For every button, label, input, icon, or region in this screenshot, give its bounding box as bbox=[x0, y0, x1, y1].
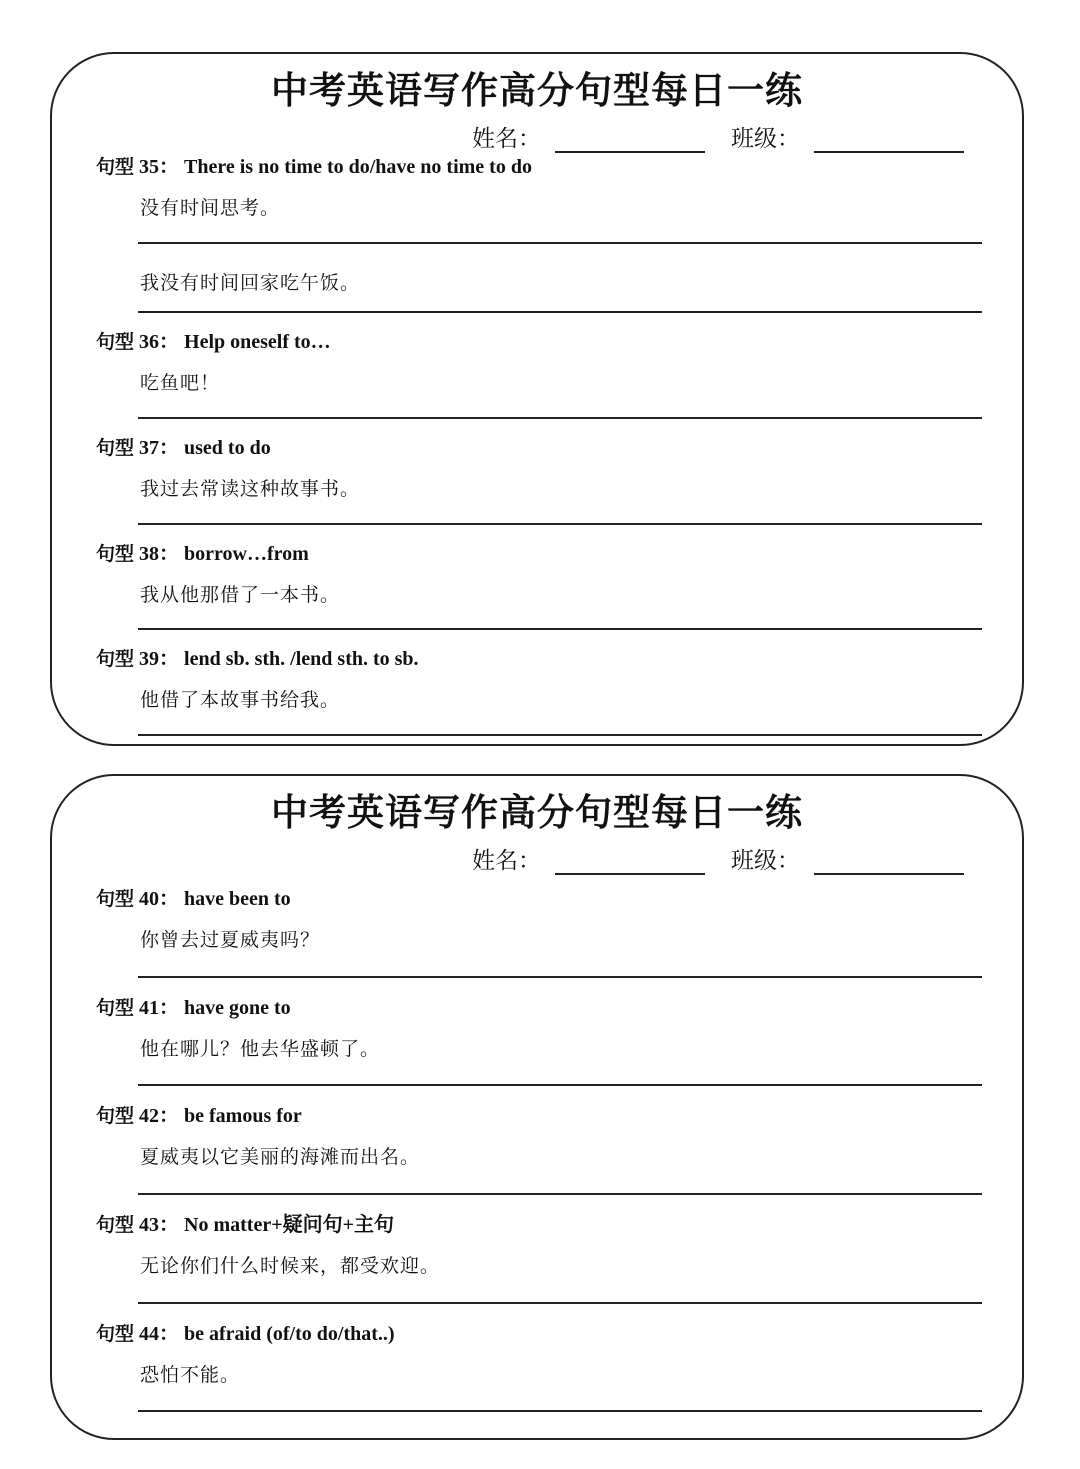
name-class-row bbox=[472, 120, 976, 153]
name-class-row bbox=[472, 842, 976, 875]
answer-line[interactable] bbox=[138, 1084, 982, 1086]
prompt-text: 没有时间思考。 bbox=[140, 197, 281, 219]
pattern-item-36 bbox=[96, 325, 982, 395]
answer-line[interactable] bbox=[138, 311, 982, 313]
prompt-text: 他在哪儿？他去华盛顿了。 bbox=[140, 1038, 381, 1060]
prompt-text: 他借了本故事书给我。 bbox=[140, 689, 341, 711]
answer-line[interactable] bbox=[138, 1193, 982, 1195]
class-label: 班级： bbox=[731, 126, 800, 152]
answer-line[interactable] bbox=[138, 1302, 982, 1304]
prompt-text: 吃鱼吧！ bbox=[140, 372, 221, 394]
worksheet-card-2 bbox=[50, 774, 1024, 1440]
answer-line[interactable] bbox=[138, 417, 982, 419]
pattern-heading: 句型 42： be famous for bbox=[96, 1105, 302, 1127]
name-label: 姓名： bbox=[472, 126, 541, 152]
pattern-heading: 句型 44： be afraid (of/to do/that..) bbox=[96, 1323, 395, 1345]
pattern-item-41 bbox=[96, 991, 982, 1061]
prompt-text: 我从他那借了一本书。 bbox=[140, 584, 341, 606]
answer-line[interactable] bbox=[138, 1410, 982, 1412]
answer-line[interactable] bbox=[138, 734, 982, 736]
pattern-heading: 句型 35： There is no time to do/have no time to do bbox=[96, 156, 532, 178]
pattern-item-35-prompt-2 bbox=[96, 254, 982, 295]
answer-line[interactable] bbox=[138, 523, 982, 525]
worksheet-title: 中考英语写作高分句型每日一练 bbox=[271, 69, 803, 112]
pattern-heading: 句型 38： borrow…from bbox=[96, 543, 309, 565]
prompt-text: 我过去常读这种故事书。 bbox=[140, 478, 361, 500]
pattern-heading: 句型 41： have gone to bbox=[96, 997, 291, 1019]
class-label: 班级： bbox=[731, 848, 800, 874]
pattern-item-39 bbox=[96, 642, 982, 712]
worksheet-title: 中考英语写作高分句型每日一练 bbox=[271, 791, 803, 834]
pattern-item-35 bbox=[96, 150, 982, 220]
name-field[interactable] bbox=[555, 849, 705, 875]
class-field[interactable] bbox=[814, 849, 964, 875]
pattern-heading: 句型 40： have been to bbox=[96, 888, 291, 910]
pattern-item-37 bbox=[96, 431, 982, 501]
answer-line[interactable] bbox=[138, 976, 982, 978]
answer-line[interactable] bbox=[138, 628, 982, 630]
pattern-heading: 句型 43： No matter+疑问句+主句 bbox=[96, 1214, 394, 1236]
pattern-item-38 bbox=[96, 537, 982, 607]
prompt-text: 恐怕不能。 bbox=[140, 1364, 241, 1386]
name-label: 姓名： bbox=[472, 848, 541, 874]
prompt-text: 夏威夷以它美丽的海滩而出名。 bbox=[140, 1146, 421, 1168]
worksheet-card-1 bbox=[50, 52, 1024, 746]
pattern-item-40 bbox=[96, 882, 982, 952]
pattern-heading: 句型 36： Help oneself to… bbox=[96, 331, 331, 353]
pattern-heading: 句型 39： lend sb. sth. /lend sth. to sb. bbox=[96, 648, 419, 670]
prompt-text: 你曾去过夏威夷吗？ bbox=[140, 929, 321, 951]
pattern-item-43 bbox=[96, 1208, 982, 1278]
pattern-item-44 bbox=[96, 1317, 982, 1387]
pattern-item-42 bbox=[96, 1099, 982, 1169]
answer-line[interactable] bbox=[138, 242, 982, 244]
prompt-text: 无论你们什么时候来，都受欢迎。 bbox=[140, 1255, 441, 1277]
prompt-text: 我没有时间回家吃午饭。 bbox=[140, 272, 361, 294]
pattern-heading: 句型 37： used to do bbox=[96, 437, 271, 459]
